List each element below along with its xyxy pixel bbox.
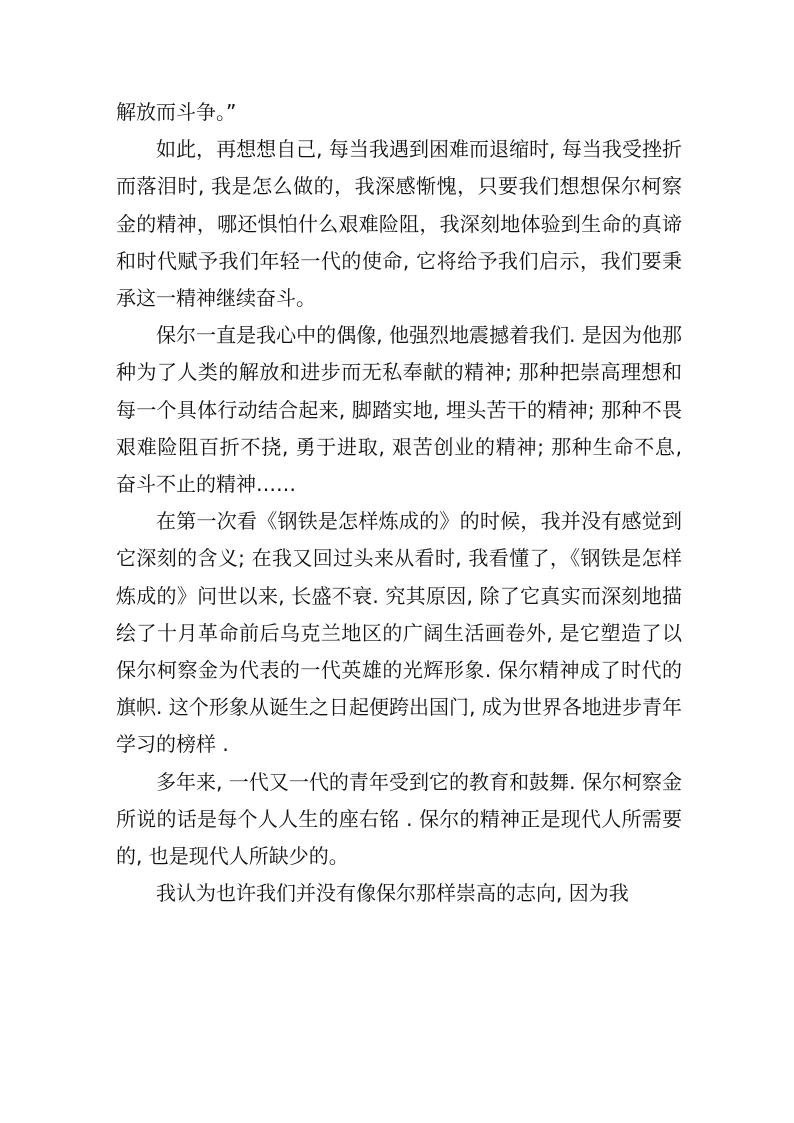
paragraph-self-reflection: 如此，再想想自己, 每当我遇到困难而退缩时, 每当我受挫折而落泪时, 我是怎么做的，我深感惭愧，只要我们想想保尔柯察金的精神，哪还惧怕什么艰难险阻，我深刻地体验到生命的真谛和时代赋予我们年轻一代的使命, 它将给予我们启示，我们要秉承这一精神继续奋斗。 (116, 137, 682, 311)
document-page (116, 94, 682, 912)
paragraph-idol: 保尔一直是我心中的偶像, 他强烈地震撼着我们. 是因为他那种为了人类的解放和进步而无私奉献的精神; 那种把崇高理想和每一个具体行动结合起来, 脚踏实地, 埋头苦干的精神; 那种不畏艰难险阻百折不挠, 勇于进取, 艰苦创业的精神; 那种生命不息, 奋斗不止的精神…… (116, 323, 682, 497)
paragraph-generations: 多年来, 一代又一代的青年受到它的教育和鼓舞. 保尔柯察金所说的话是每个人人生的座右铭 . 保尔的精神正是现代人所需要的, 也是现代人所缺少的。 (116, 769, 682, 869)
paragraph-continuation: 解放而斗争。” (116, 100, 237, 124)
paragraph-first-reading: 在第一次看《钢铁是怎样炼成的》的时候，我并没有感觉到它深刻的含义; 在我又回过头来从看时, 我看懂了，《钢铁是怎样炼成的》问世以来, 长盛不衰. 究其原因, 除了它真实而深刻地描绘了十月革命前后乌克兰地区的广阔生活画卷外, 是它塑造了以保尔柯察金为代表的一代英雄的光辉形象. 保尔精神成了时代的旗帜. 这个形象从诞生之日起便跨出国门, 成为世界各地进步青年学习的榜样 . (116, 509, 682, 757)
paragraph-closing: 我认为也许我们并没有像保尔那样崇高的志向, 因为我 (156, 881, 629, 906)
